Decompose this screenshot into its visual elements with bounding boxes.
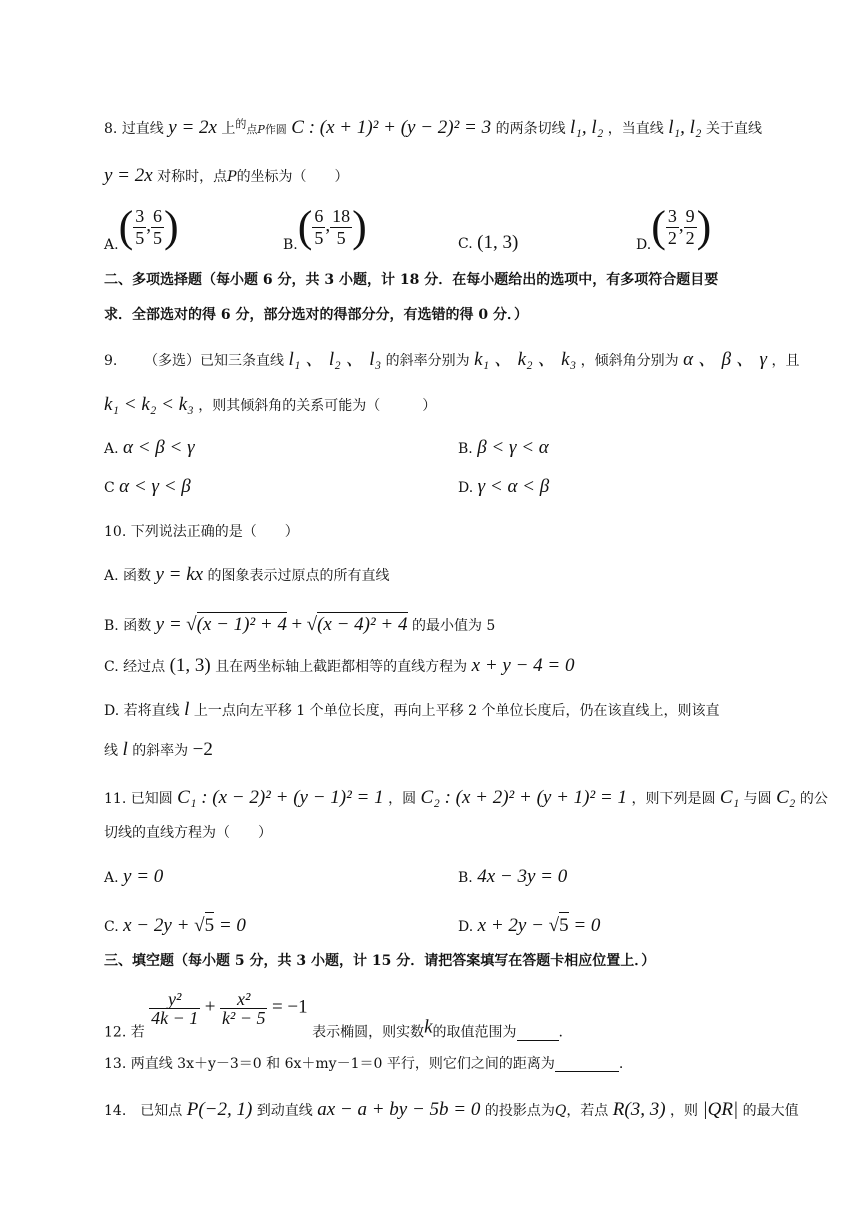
q8-option-d[interactable]: D.( $\frac{3}{2}$ , $\frac{9}{2}$ ) xyxy=(636,202,712,253)
q12-line: 12. 若 $\frac{\text{y²}}{4k - 1}$ + $\frac{\text{x²}}{\text{k² − 5}}$ = −1 表示椭圆，则实数k的取值范围为 . xyxy=(104,989,563,1041)
q8-number: 8. xyxy=(104,121,118,137)
q11-line2: 切线的直线方程为（ ） xyxy=(104,825,272,841)
q11-option-d[interactable]: D. x + 2y − √5 = 0 xyxy=(458,912,600,937)
q8-option-b[interactable]: B.( $\frac{6}{5}$ , $\frac{18}{5}$ ) xyxy=(283,202,367,253)
q8-line1: 8. 过直线 y = 2x 上$^的$点P作圆 C : (x + 1)² + (y − 2)² = 3 的两条切线 l₁, l₂ ，当直线 l₁, l₂ 关于直线 xyxy=(104,117,762,138)
section2-heading-cont: 求．全部选对的得 6 分，部分选对的得部分分，有选错的得 0 分．） xyxy=(104,307,528,323)
q10-stem: 10. 下列说法正确的是（ ） xyxy=(104,524,299,540)
q10-option-a[interactable]: A. 函数 y = kx 的图象表示过原点的所有直线 xyxy=(104,564,390,585)
q10-option-b[interactable]: B. 函数 y = √(x − 1)² + 4 + √(x − 4)² + 4 的最小值为 5 xyxy=(104,614,496,635)
section2-heading: 二、多项选择题（每小题 6 分，共 3 小题，计 18 分．在每小题给出的选项中，有多项符合题目要 xyxy=(104,272,719,288)
q10-option-c[interactable]: C. 经过点 (1, 3) 且在两坐标轴上截距都相等的直线方程为 x + y − 4 = 0 xyxy=(104,655,575,676)
q8-option-c[interactable]: C. (1, 3) xyxy=(458,232,519,253)
q12-answer-blank[interactable] xyxy=(517,1026,559,1041)
q11-option-c[interactable]: C. x − 2y + √5 = 0 xyxy=(104,912,246,937)
q8-circle-eq: C : (x + 1)² + (y − 2)² = 3 xyxy=(291,117,492,138)
q12-fraction-2: $\frac{\text{x²}}{\text{k² − 5}}$ xyxy=(221,989,266,1028)
q9-option-a[interactable]: A. α < β < γ xyxy=(104,437,195,458)
section3-heading: 三、填空题（每小题 5 分，共 3 小题，计 15 分．请把答案填写在答题卡相应位置上．） xyxy=(104,953,656,969)
q10-option-d[interactable]: D. 若将直线 l 上一点向左平移 1 个单位长度，再向上平移 2 个单位长度后，仍在该直线上，则该直 xyxy=(104,699,720,720)
q9-line1: 9. （多选）已知三条直线 l₁ 、 l₂ 、 l₃ 的斜率分别为 k₁ 、 k₂ 、 k₃ ，倾斜角分别为 α 、 β 、 γ ，且 xyxy=(104,349,800,370)
q8-option-a[interactable]: A.( $\frac{3}{5}$ , $\frac{6}{5}$ ) xyxy=(104,202,179,253)
q10-option-d-cont: 线 l 的斜率为 −2 xyxy=(104,739,213,760)
q12-fraction-1: $\frac{\text{y²}}{4k - 1}$ xyxy=(151,989,199,1028)
q11-option-b[interactable]: B. 4x − 3y = 0 xyxy=(458,866,568,887)
q9-option-c[interactable]: C α < γ < β xyxy=(104,476,191,497)
q14-line: 14. 已知点 P(−2, 1) 到动直线 ax − a + by − 5b = 0 的投影点为Q，若点 R(3, 3) ，则 |QR| 的最大值 xyxy=(104,1099,799,1120)
q13-line: 13. 两直线 3x＋y－3＝0 和 6x＋my－1＝0 平行，则它们之间的距离为 . xyxy=(104,1056,624,1072)
q8-line2: y = 2x 对称时，点P的坐标为（ ） xyxy=(104,165,349,186)
q11-option-a[interactable]: A. y = 0 xyxy=(104,866,164,887)
q13-answer-blank[interactable] xyxy=(555,1057,619,1072)
q9-option-d[interactable]: D. γ < α < β xyxy=(458,476,550,497)
q11-line1: 11. 已知圆 C₁ : (x − 2)² + (y − 1)² = 1 ，圆 C₂ : (x + 2)² + (y + 1)² = 1 ，则下列是圆 C₁ 与圆 C₂ 的公 xyxy=(104,787,828,808)
q9-line2: k₁ < k₂ < k₃ ，则其倾斜角的关系可能为（ ） xyxy=(104,394,437,415)
q9-option-b[interactable]: B. β < γ < α xyxy=(458,437,549,458)
